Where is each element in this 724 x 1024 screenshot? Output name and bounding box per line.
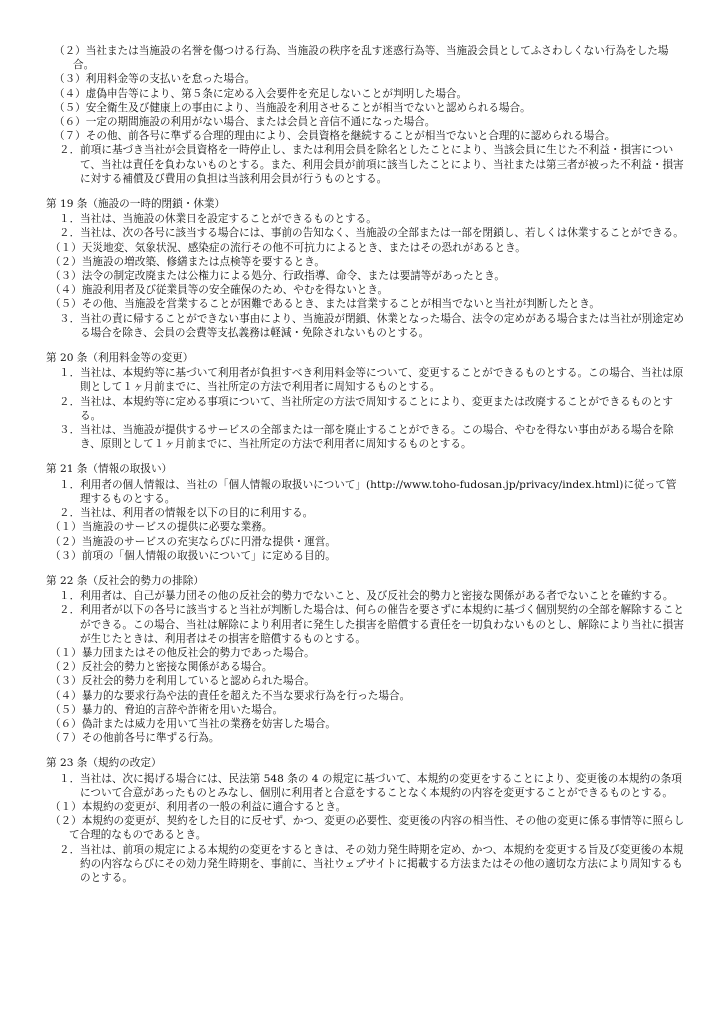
paragraph: ３．当社は、当施設が提供するサービスの全部または一部を廃止することができる。この場合、やむを得ない事由がある場合を除き、原則として１ヶ月前までに、当社所定の方法で利用者に周知するものとする。: [59, 424, 674, 451]
continued-items: [46, 44, 686, 186]
article-heading: 第 23 条（規約の改定）: [46, 757, 162, 770]
document-body: [46, 44, 686, 885]
article-19: [46, 197, 686, 340]
list-item: （３）前項の「個人情報の取扱いについて」に定める目的。: [50, 549, 336, 562]
list-item: （１）当施設のサービスの提供に必要な業務。: [50, 521, 273, 534]
paragraph: ３．当社の責に帰することができない事由により、当施設が閉鎖、休業となった場合、法令の定めがある場合または当社が別途定める場合を除き、会員の会費等支払義務は軽減・免除されないものとする。: [59, 312, 685, 339]
paragraph: １．当社は、当施設の休業日を設定することができるものとする。: [59, 213, 377, 226]
list-item: （１）天災地変、気象状況、感染症の流行その他不可抗力によるとき、またはその恐れがあるとき。: [50, 241, 526, 254]
paragraph: １．当社は、次に掲げる場合には、民法第 548 条の 4 の規定に基づいて、本規約の変更をすることにより、変更後の本規約の条項について合意があったものとみなし、個別に利用者と合意をすることなく本規約の内容を変更することができるものとする。: [59, 772, 682, 799]
article-heading: 第 20 条（利用料金等の変更）: [46, 352, 194, 365]
list-item: （６）偽計または威力を用いて当社の業務を妨害した場合。: [50, 717, 337, 730]
list-item: （２）当社または当施設の名誉を傷つける行為、当施設の秩序を乱す迷惑行為等、当施設会員としてふさわしくない行為をした場合。: [54, 45, 669, 72]
list-item: （６）一定の期間施設の利用がない場合、または会員と音信不通になった場合。: [54, 116, 436, 129]
list-item: （７）その他、前各号に準ずる合理的理由により、会員資格を継続することが相当でないと合理的に認められる場合。: [54, 130, 616, 143]
article-23: [46, 756, 686, 885]
paragraph: ２．利用者が以下の各号に該当すると当社が判断した場合は、何らの催告を要さずに本規約に基づく個別契約の全部を解除することができる。この場合、当社は解除により利用者に発生した損害を賠償する責任を一切負わないものとし、解除により当社に損害が生じたときは、利用者はその損害を賠償するものとする。: [59, 604, 685, 645]
list-item: （４）施設利用者及び従業員等の安全確保のため、やむを得ないとき。: [50, 284, 389, 297]
list-item: （７）その他前各号に準ずる行為。: [50, 732, 220, 745]
paragraph: ２．当社は、本規約等に定める事項について、当社所定の方法で周知することにより、変更または改廃することができるものとする。: [59, 395, 674, 422]
paragraph: ２．当社は、利用者の情報を以下の目的に利用する。: [59, 507, 314, 520]
paragraph: １．利用者の個人情報は、当社の「個人情報の取扱いについて」(http://www.toho-fudosan.jp/privacy/index.html)に従って管理するものとする。: [59, 478, 677, 505]
article-22: [46, 574, 686, 745]
article-20: [46, 351, 686, 451]
list-item: （３）反社会的勢力を利用していると認められた場合。: [50, 675, 315, 688]
list-item: （１）本規約の変更が、利用者の一般の利益に適合するとき。: [50, 800, 347, 813]
list-item: （１）暴力団またはその他反社会的勢力であった場合。: [50, 646, 315, 659]
paragraph: ２．当社は、次の各号に該当する場合には、事前の告知なく、当施設の全部または一部を閉鎖し、若しくは休業することができる。: [59, 227, 684, 240]
paragraph: １．利用者は、自己が暴力団その他の反社会的勢力でないこと、及び反社会的勢力と密接な関係がある者でないことを確約する。: [59, 590, 674, 603]
list-item: （５）その他、当施設を営業することが困難であるとき、または営業することが相当でないと当社が判断したとき。: [50, 298, 601, 311]
paragraph: １．当社は、本規約等に基づいて利用者が負担すべき利用料金等について、変更することができるものとする。この場合、当社は原則として１ヶ月前までに、当社所定の方法で利用者に周知するものとする。: [59, 367, 684, 394]
paragraph: ２．当社は、前項の規定による本規約の変更をするときは、その効力発生時期を定め、かつ、本規約を変更する旨及び変更後の本規約の内容ならびにその効力発生時期を、事前に、当社ウェブサイトに掲載する方法またはその他の適切な方法により周知するものとする。: [59, 843, 684, 884]
paragraph: ２．前項に基づき当社が会員資格を一時停止し、または利用会員を除名としたことにより、当該会員に生じた不利益・損害について、当社は責任を負わないものとする。また、利用会員が前項に該当したことにより、当社または第三者が被った不利益・損害に対する補償及び費用の負担は当該利用会員が行うものとする。: [59, 144, 684, 185]
list-item: （２）当施設のサービスの充実ならびに円滑な提供・運営。: [50, 535, 337, 548]
list-item: （５）暴力的、脅迫的言辞や詐術を用いた場合。: [50, 703, 284, 716]
article-heading: 第 19 条（施設の一時的閉鎖・休業）: [46, 198, 226, 211]
list-item: （４）虚偽申告等により、第５条に定める入会要件を充足しないことが判明した場合。: [54, 87, 468, 100]
list-item: （２）本規約の変更が、契約をした目的に反せず、かつ、変更の必要性、変更後の内容の相当性、その他の変更に係る事情等に照らして合理的なものであるとき。: [50, 815, 685, 842]
list-item: （３）法令の制定改廃または公権力による処分、行政指導、命令、または要請等があったとき。: [50, 270, 505, 283]
list-item: （３）利用料金等の支払いを怠った場合。: [54, 73, 256, 86]
article-21: [46, 462, 686, 562]
article-heading: 第 22 条（反社会的勢力の排除）: [46, 574, 204, 587]
list-item: （２）反社会的勢力と密接な関係がある場合。: [50, 661, 273, 674]
list-item: （２）当施設の増改築、修繕または点検等を要するとき。: [50, 255, 326, 268]
article-heading: 第 21 条（情報の取扱い）: [46, 463, 173, 476]
list-item: （５）安全衛生及び健康上の事由により、当施設を利用させることが相当でないと認められる場合。: [54, 101, 531, 114]
list-item: （４）暴力的な要求行為や法的責任を超えた不当な要求行為を行った場合。: [50, 689, 411, 702]
